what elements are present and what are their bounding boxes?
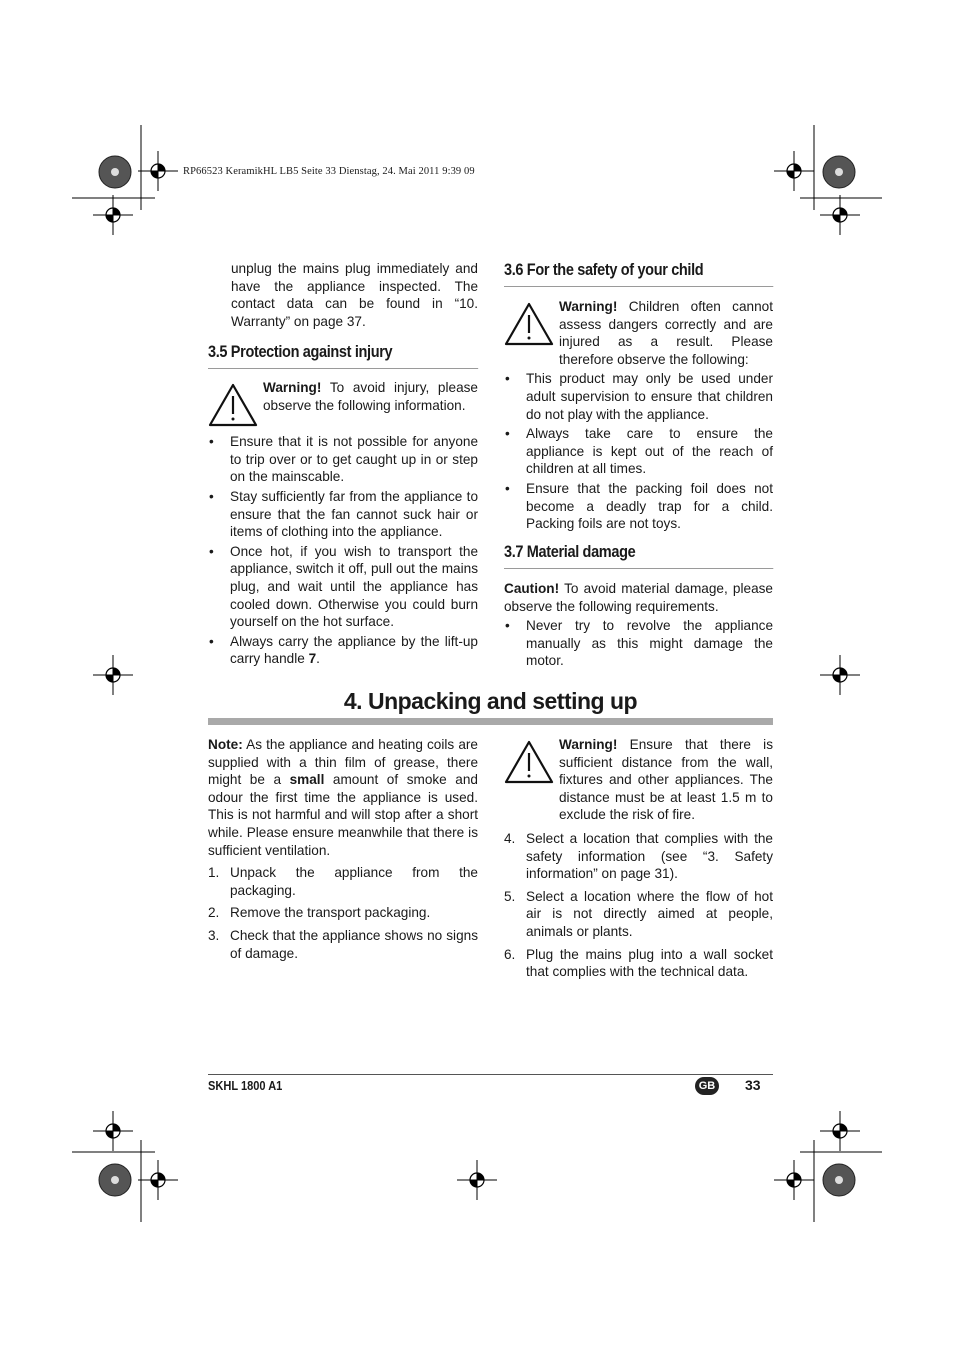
list-item: • Never try to revolve the appliance manually as this might damage the motor.: [504, 617, 773, 670]
section-3-5-heading: 3.5 Protection against injury: [208, 343, 478, 369]
section-3-6-heading: 3.6 For the safety of your child: [504, 261, 773, 287]
list-item: • Ensure that it is not possible for anyone to trip over or to get caught up in or step on the mainscable.: [208, 433, 478, 486]
child-safety-bullet-list: [504, 370, 773, 532]
left-column: [231, 260, 478, 330]
section-3-5-heading-wrap: [208, 343, 478, 369]
note-paragraph: Note: As the appliance and heating coils are supplied with a thin film of grease, there might be a small amount of smoke and odour the first time the appliance is used. This is not harmful and will stop after a short while. Please ensure meanwhile that there is sufficient ventilation.: [208, 737, 478, 858]
country-code: GB: [698, 1080, 716, 1092]
section-4-right: [504, 736, 773, 981]
section-4-heading: 4. Unpacking and setting up: [343, 688, 638, 714]
warning-triangle-icon: [208, 383, 258, 427]
list-item: • Ensure that the packing foil does not become a deadly trap for a child. Packing foils are not toys.: [504, 480, 773, 533]
section-3-7-heading-wrap: [504, 543, 773, 569]
page-number: 33: [745, 1077, 761, 1093]
warning-text: Warning! To avoid injury, please observe the following information.: [263, 380, 478, 413]
steps-list-right: [504, 830, 773, 981]
list-item: 4. Select a location that complies with the safety information (see “3. Safety information” on page 31).: [504, 830, 773, 882]
list-item: • Always take care to ensure the appliance is kept out of the reach of children at all times.: [504, 425, 773, 478]
intro-paragraph: unplug the mains plug immediately and have the appliance inspected. The contact data can be found in “10. Warranty” on page 37.: [231, 261, 478, 329]
list-item: 5. Select a location where the flow of hot air is not directly aimed at people, animals or plants.: [504, 888, 773, 939]
warning-triangle-icon: [504, 302, 554, 346]
section-3-5-body: [208, 379, 478, 668]
print-header: RP66523 KeramikHL LB5 Seite 33 Dienstag, 24. Mai 2011 9:39 09: [183, 166, 475, 177]
list-item: 6. Plug the mains plug into a wall socket that complies with the technical data.: [504, 946, 773, 980]
section-3-7-body: [504, 580, 773, 670]
list-item: • This product may only be used under adult supervision to ensure that children do not play with the appliance.: [504, 370, 773, 423]
country-badge: [695, 1077, 719, 1095]
warning-text: Warning! Children often cannot assess dangers correctly and are injured as a result. Please therefore observe the following:: [559, 299, 773, 367]
footer-model: SKHL 1800 A1: [208, 1078, 283, 1093]
injury-bullet-list: [208, 433, 478, 668]
section-4-heading-bar: [208, 718, 773, 725]
list-item: 3. Check that the appliance shows no signs of damage.: [208, 927, 478, 961]
list-item: 2. Remove the transport packaging.: [208, 905, 431, 921]
warning-block: [504, 298, 773, 368]
footer-rule: [208, 1074, 773, 1075]
caution-text: Caution! To avoid material damage, please observe the following requirements.: [504, 581, 773, 614]
list-item: • Always carry the appliance by the lift-up carry handle 7.: [208, 633, 478, 668]
list-item: 1. Unpack the appliance from the packaging.: [208, 865, 478, 898]
warning-text: Warning! Ensure that there is sufficient distance from the wall, fixtures and other appliances. The distance must be at least 1.5 m to exclude the risk of fire.: [559, 737, 773, 823]
steps-list-left: [208, 864, 478, 962]
list-item: • Once hot, if you wish to transport the appliance, switch it off, pull out the mains plug, and wait until the appliance has cooled down. Otherwise you could burn yourself on the hot surface.: [208, 543, 478, 631]
warning-triangle-icon: [504, 740, 554, 784]
section-3-6-heading-wrap: [504, 261, 773, 287]
material-bullet-list: [504, 617, 773, 670]
warning-block: [504, 736, 773, 824]
list-item: • Stay sufficiently far from the appliance to ensure that the fan cannot suck hair or items of clothing into the appliance.: [208, 488, 478, 541]
section-4-left: [208, 736, 478, 962]
section-3-7-heading: 3.7 Material damage: [504, 543, 773, 569]
section-3-6-body: [504, 298, 773, 533]
warning-block: [208, 379, 478, 414]
